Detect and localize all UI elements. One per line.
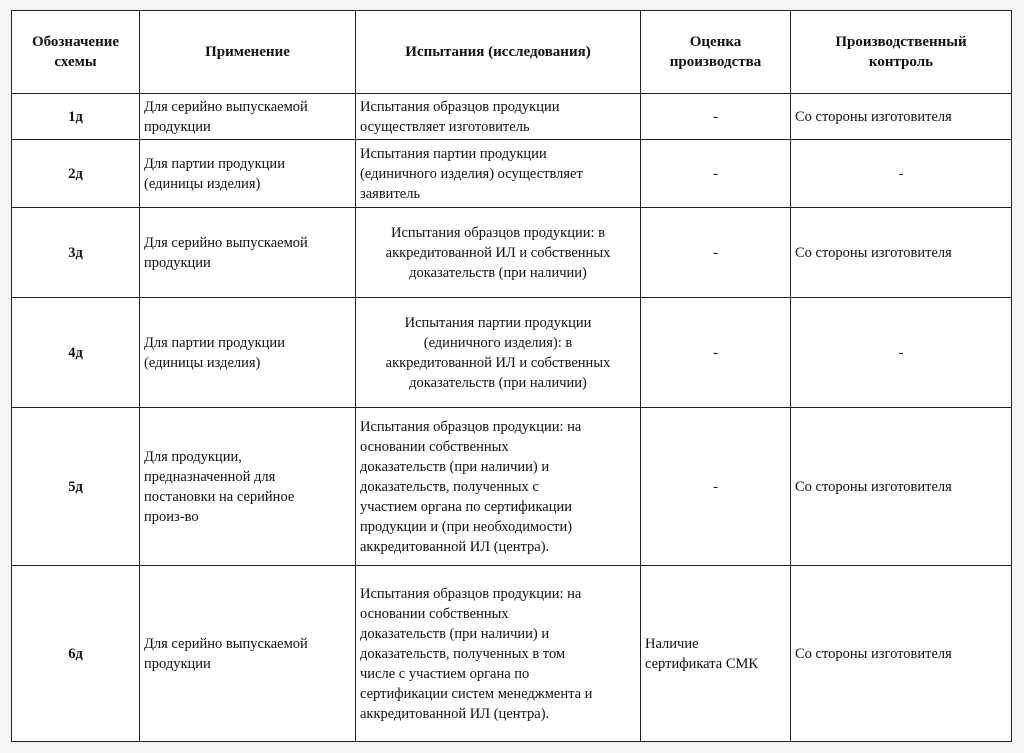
cell-scheme: 1д bbox=[12, 94, 140, 140]
table-row bbox=[12, 298, 1012, 408]
cell-application: Для продукции, предназначенной для постановки на серийное произ-во bbox=[140, 408, 356, 566]
cell-assessment: Наличие сертификата СМК bbox=[641, 566, 791, 742]
cell-tests: Испытания образцов продукции осуществляет изготовитель bbox=[356, 94, 641, 140]
cell-control: - bbox=[791, 140, 1012, 208]
cell-assessment: - bbox=[641, 298, 791, 408]
header-control: Производственный контроль bbox=[791, 11, 1012, 94]
table-row bbox=[12, 140, 1012, 208]
header-scheme: Обозначение схемы bbox=[12, 11, 140, 94]
cell-scheme: 3д bbox=[12, 208, 140, 298]
cell-control: Со стороны изготовителя bbox=[791, 94, 1012, 140]
cell-scheme: 6д bbox=[12, 566, 140, 742]
cell-control: Со стороны изготовителя bbox=[791, 208, 1012, 298]
table-row bbox=[12, 208, 1012, 298]
header-tests: Испытания (исследования) bbox=[356, 11, 641, 94]
cell-control: Со стороны изготовителя bbox=[791, 408, 1012, 566]
cell-assessment: - bbox=[641, 140, 791, 208]
certification-schemes-table bbox=[11, 10, 1012, 742]
cell-application: Для серийно выпускаемой продукции bbox=[140, 208, 356, 298]
cell-application: Для серийно выпускаемой продукции bbox=[140, 94, 356, 140]
table-row bbox=[12, 566, 1012, 742]
cell-scheme: 4д bbox=[12, 298, 140, 408]
cell-scheme: 5д bbox=[12, 408, 140, 566]
header-assessment: Оценка производства bbox=[641, 11, 791, 94]
cell-scheme: 2д bbox=[12, 140, 140, 208]
table-row bbox=[12, 94, 1012, 140]
cell-application: Для серийно выпускаемой продукции bbox=[140, 566, 356, 742]
cell-assessment: - bbox=[641, 94, 791, 140]
cell-control: - bbox=[791, 298, 1012, 408]
scheme-table-wrapper bbox=[11, 10, 1012, 742]
cell-assessment: - bbox=[641, 408, 791, 566]
cell-control: Со стороны изготовителя bbox=[791, 566, 1012, 742]
cell-application: Для партии продукции (единицы изделия) bbox=[140, 298, 356, 408]
cell-assessment: - bbox=[641, 208, 791, 298]
cell-tests: Испытания партии продукции (единичного изделия): в аккредитованной ИЛ и собственных доказательств (при наличии) bbox=[356, 298, 641, 408]
cell-tests: Испытания образцов продукции: на основании собственных доказательств (при наличии) и доказательств, полученных в том числе с участием органа по сертификации систем менеджмента и аккредитованной ИЛ (центра). bbox=[356, 566, 641, 742]
cell-tests: Испытания образцов продукции: на основании собственных доказательств (при наличии) и доказательств, полученных с участием органа по сертификации продукции и (при необходимости) аккредитованной ИЛ (центра). bbox=[356, 408, 641, 566]
header-application: Применение bbox=[140, 11, 356, 94]
table-row bbox=[12, 408, 1012, 566]
cell-tests: Испытания образцов продукции: в аккредитованной ИЛ и собственных доказательств (при наличии) bbox=[356, 208, 641, 298]
cell-tests: Испытания партии продукции (единичного изделия) осуществляет заявитель bbox=[356, 140, 641, 208]
cell-application: Для партии продукции (единицы изделия) bbox=[140, 140, 356, 208]
table-header-row bbox=[12, 11, 1012, 94]
